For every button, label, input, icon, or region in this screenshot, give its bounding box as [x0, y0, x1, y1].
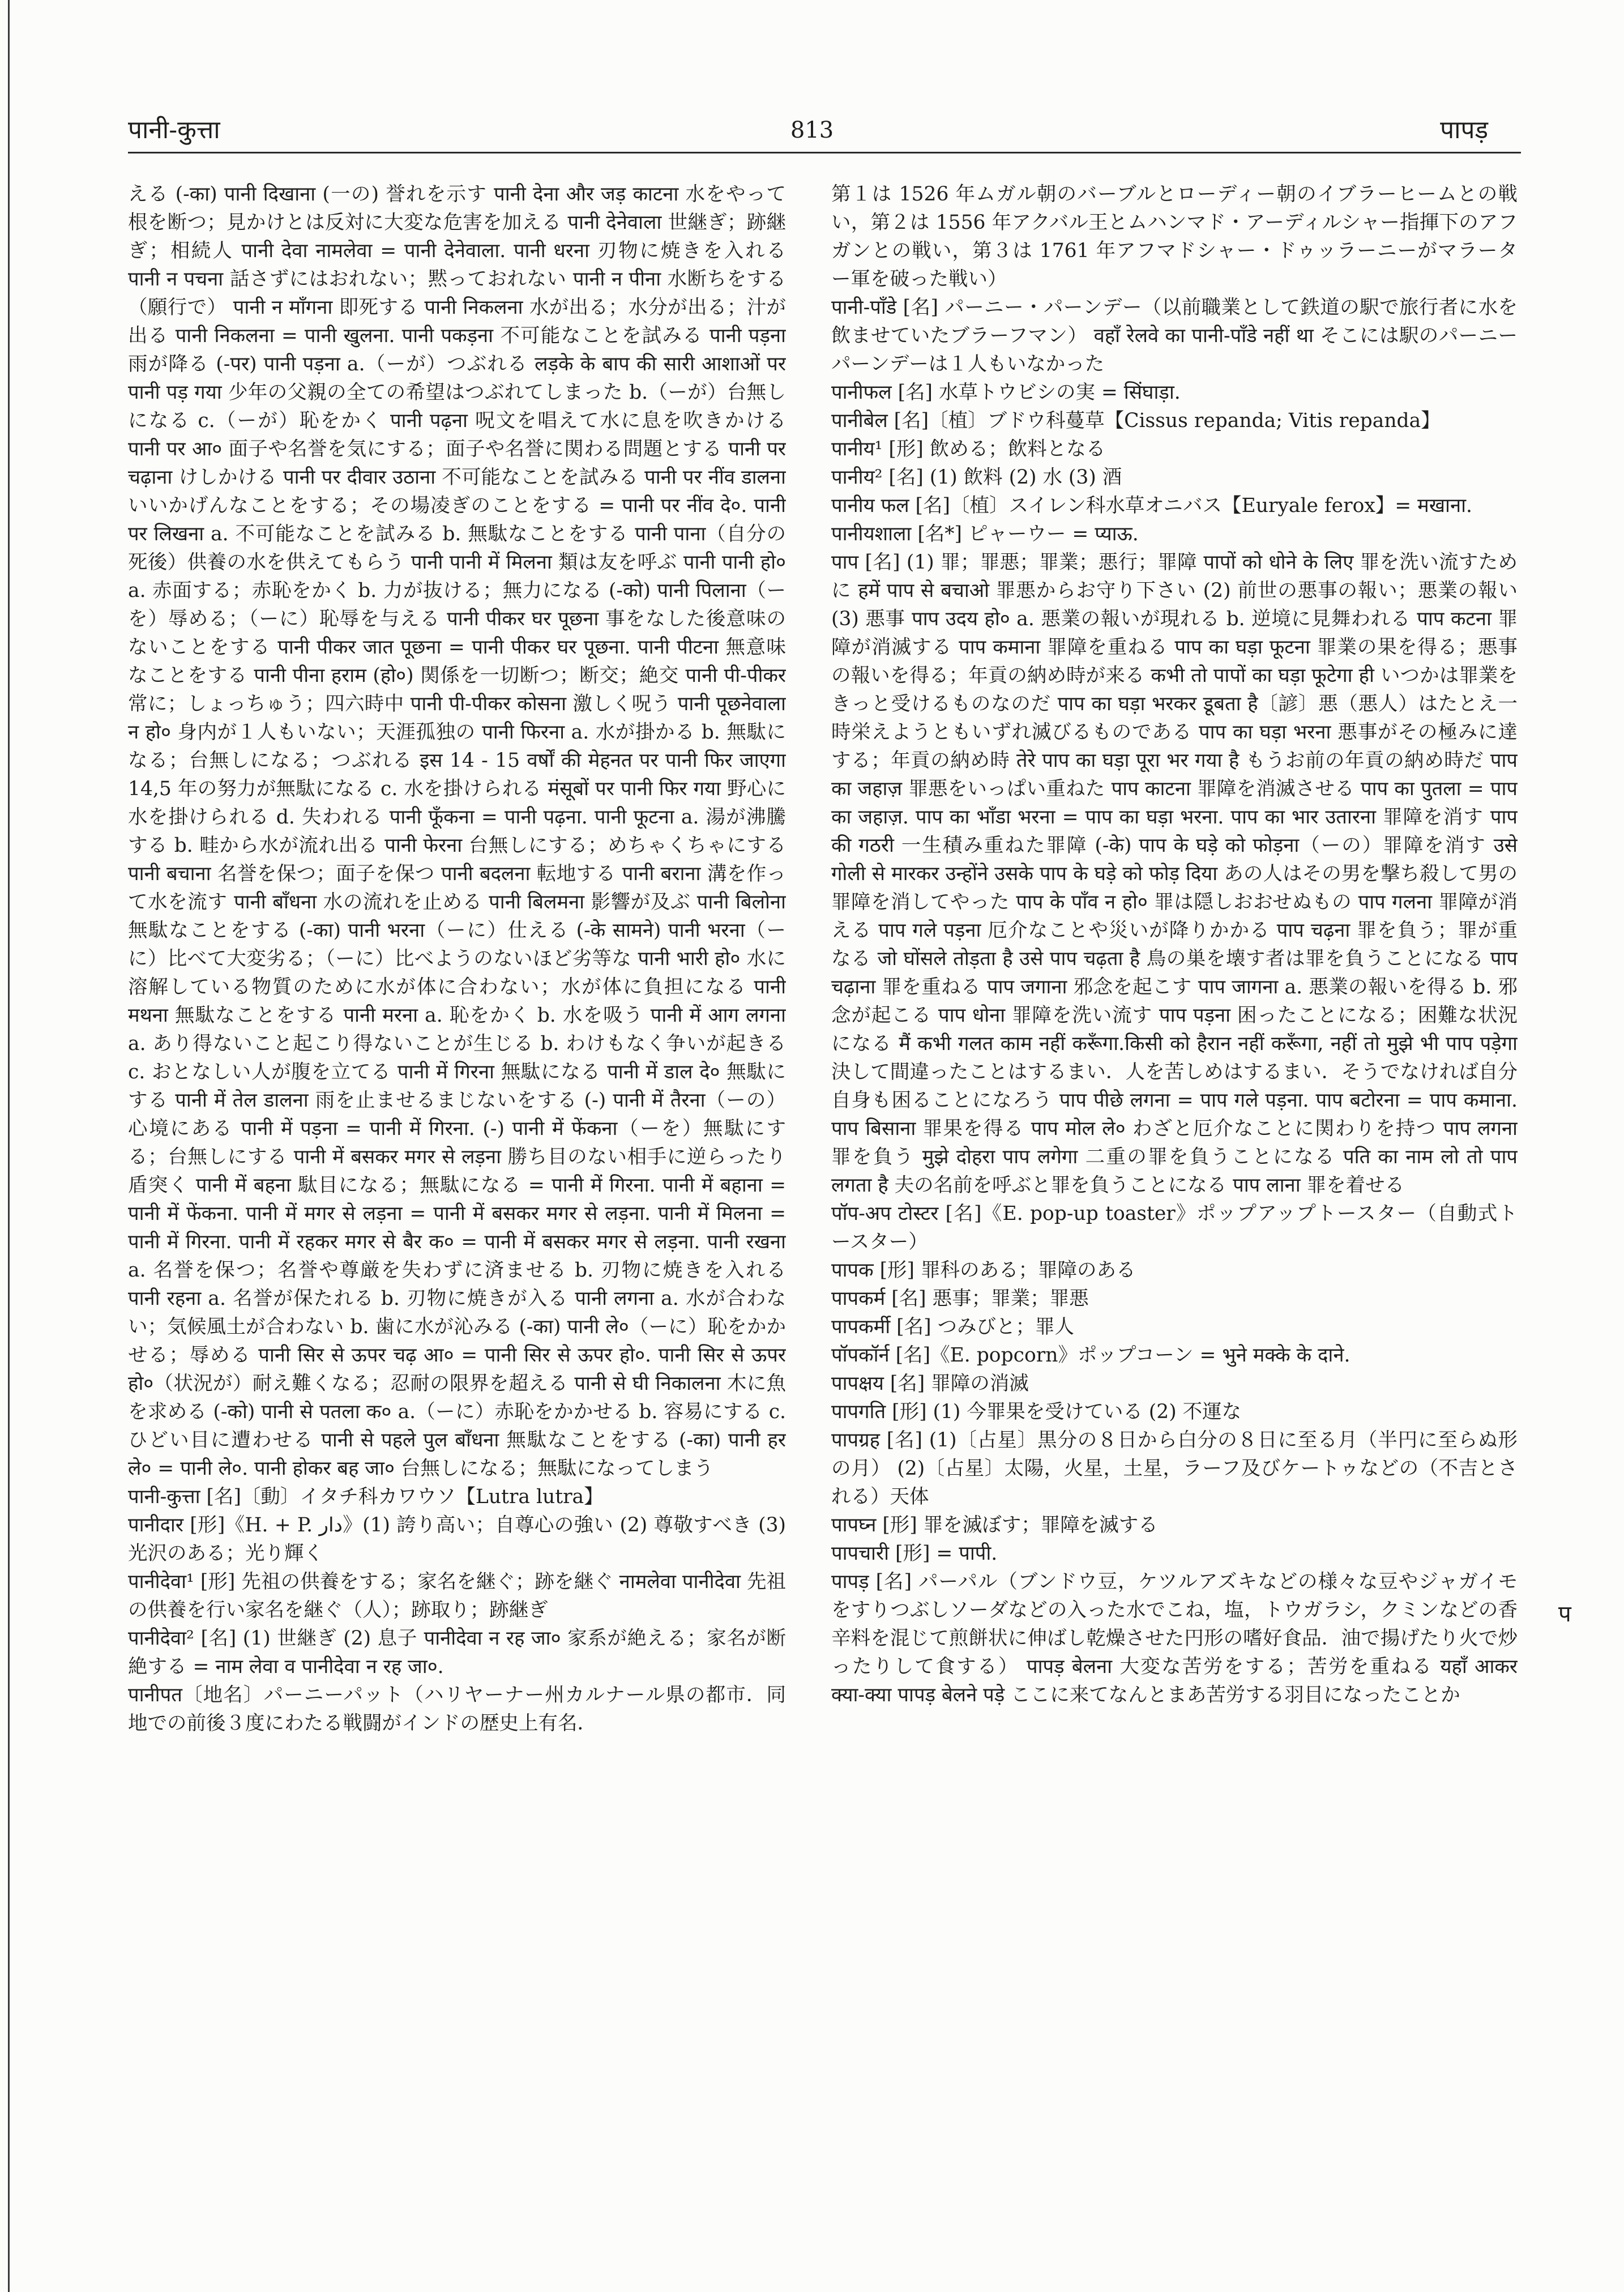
- entry-pop-up-toaster: पॉप-अप टोस्टर [名]《E. pop-up toaster》ポップアップトースター（自動式トースター）: [831, 1202, 1518, 1253]
- entry-paaniyashaalaa: पानीयशाला [名*] ピャーウー = प्याऊ.: [831, 523, 1139, 545]
- entry-paaniphal: पानीफल [名] 水草トウビシの実 = सिंघाड़ा.: [831, 381, 1181, 404]
- page-edge-rule: [8, 0, 10, 2292]
- entry-paapkarmi: पापकर्मी [名] つみびと；罪人: [831, 1316, 1075, 1338]
- entry-paanipat: पानीपत〔地名〕パーニーパット（ハリヤーナー州カルナール県の都市．同地での前後３度にわたる戦闘がインドの歴史上有名．: [128, 1684, 786, 1735]
- entry-paanidevaa-1: पानीदेवा¹ [形] 先祖の供養をする；家名を継ぐ；跡を継ぐ नामलेवा पानीदेवा 先祖の供養を行い家名を継ぐ（人）；跡取り；跡継ぎ: [128, 1570, 786, 1621]
- entry-paapak: पापक [形] 罪科のある；罪障のある: [831, 1259, 1136, 1282]
- entry-paapgati: पापगति [形] (1) 今罪果を受けている (2) 不運な: [831, 1401, 1242, 1423]
- entry-paanibel: पानीबेल [名]〔植〕ブドウ科蔓草【Cissus repanda; Vitis repanda】: [831, 409, 1441, 432]
- header-left-word: पानी-कुत्ता: [128, 116, 220, 144]
- entry-popcorn: पॉपकॉर्न [名]《E. popcorn》ポップコーン = भुने मक्के के दाने.: [831, 1344, 1351, 1367]
- entry-paapgrah: पापग्रह [名] (1)〔占星〕黒分の８日から白分の８日に至る月（半円に至らぬ形の月） (2)〔占星〕太陽，火星，土星，ラーフ及びケートゥなどの（不吉とされる）天体: [831, 1429, 1518, 1508]
- entry-paaniya-1: पानीय¹ [形] 飲める；飲料となる: [831, 438, 1106, 460]
- entry-paanidevaa-2: पानीदेवा² [名] (1) 世継ぎ (2) 息子 पानीदेवा न रह जा० 家系が絶える；家名が断絶する = नाम लेवा व पानीदेवा न रह जा०.: [128, 1627, 786, 1678]
- entry-paapchaari: पापचारी [形] = पापी.: [831, 1542, 998, 1565]
- left-column: [128, 180, 786, 2242]
- entry-paaniya-2: पानीय² [名] (1) 飲料 (2) 水 (3) 酒: [831, 466, 1122, 489]
- entry-paap: पाप [名] (1) 罪；罪悪；罪業；悪行；罪障 पापों को धोने के लिए 罪を洗い流すために हमें पाप से बचाओ 罪悪からお守り下さい (2) 前世の悪事の報い；悪業の報い (3) 悪事 पाप उदय हो० a. 悪業の報いが現れる b. 逆境に見舞われる पाप कटना 罪障が消滅する पाप कमाना 罪障を重ねる पाप का घड़ा फूटना 罪業の果を得る；悪事の報いを得る；年貢の納め時が来る कभी तो पापों का घड़ा फूटेगा ही いつかは罪業をきっと受けるものなのだ पाप का घड़ा भरकर डूबता है〔諺〕悪（悪人）はたとえ一時栄えようともいずれ滅びるものである पाप का घड़ा भरना 悪事がその極みに達する；年貢の納め時 तेरे पाप का घड़ा पूरा भर गया है もうお前の年貢の納め時だ पाप का जहाज़ 罪悪をいっぱい重ねた पाप काटना 罪障を消滅させる पाप का पुतला = पाप का जहाज़. पाप का भाँडा भरना = पाप का घड़ा भरना. पाप का भार उतारना 罪障を消す पाप की गठरी 一生積み重ねた罪障 (-के) पाप के घड़े को फोड़ना（ーの）罪障を消す उसे गोली से मारकर उन्होंने उसके पाप के घड़े को फोड़ दिया あの人はその男を撃ち殺して男の罪障を消してやった पाप के पाँव न हो० 罪は隠しおおせぬもの पाप गलना 罪障が消える पाप गले पड़ना 厄介なことや災いが降りかかる पाप चढ़ना 罪を負う；罪が重なる जो घोंसले तोड़ता है उसे पाप चढ़ता है 鳥の巣を壊す者は罪を負うことになる पाप चढ़ाना 罪を重ねる पाप जगाना 邪念を起こす पाप जागना a. 悪業の報いを得る b. 邪念が起こる पाप धोना 罪障を洗い流す पाप पड़ना 困ったことになる；困難な状況になる मैं कभी गलत काम नहीं करूँगा.किसी को हैरान नहीं करूँगा, नहीं तो मुझे भी पाप पड़ेगा 決して間違ったことはするまい．人を苦しめはするまい．そうでなければ自分自身も困ることになろう पाप पीछे लगना = पाप गले पड़ना. पाप बटोरना = पाप कमाना. पाप बिसाना 罪果を得る पाप मोल ले० わざと厄介なことに関わりを持つ पाप लगना 罪を負う मुझे दोहरा पाप लगेगा 二重の罪を負うことになる पति का नाम लो तो पाप लगता है 夫の名前を呼ぶと罪を負うことになる पाप लाना 罪を着せる: [831, 551, 1518, 1197]
- entry-paanidaar: पानीदार [形]《H. + P. دار》(1) 誇り高い；自尊心の強い (2) 尊敬すべき (3) 光沢のある；光り輝く: [128, 1514, 786, 1565]
- right-column: [831, 180, 1518, 2242]
- page-number: 813: [790, 117, 834, 143]
- header-right-word: पापड़: [1440, 116, 1488, 144]
- entry-continuation: える (-का) पानी दिखाना (一の) 誉れを示す पानी देना और जड़ काटना 水をやって根を断つ；見かけとは反対に大変な危害を加える पानी देनेवाला 世継ぎ；跡継ぎ；相続人 पानी देवा नामलेवा = पानी देनेवाला. पानी धरना 刃物に焼きを入れる पानी न पचना 話さずにはおれない；黙っておれない पानी न पीना 水断ちをする（願行で） पानी न माँगना 即死する पानी निकलना 水が出る；水分が出る；汁が出る पानी निकलना = पानी खुलना. पानी पकड़ना 不可能なことを試みる पानी पड़ना 雨が降る (-पर) पानी पड़ना a.（ーが）つぶれる लड़के के बाप की सारी आशाओं पर पानी पड़ गया 少年の父親の全ての希望はつぶれてしまった b.（ーが）台無しになる c.（ーが）恥をかく पानी पढ़ना 呪文を唱えて水に息を吹きかける पानी पर आ० 面子や名誉を気にする；面子や名誉に関わる問題とする पानी पर चढ़ाना けしかける पानी पर दीवार उठाना 不可能なことを試みる पानी पर नींव डालना いいかげんなことをする；その場凌ぎのことをする = पानी पर नींव दे०. पानी पर लिखना a. 不可能なことを試みる b. 無駄なことをする पानी पाना（自分の死後）供養の水を供えてもらう पानी पानी में मिलना 類は友を呼ぶ पानी पानी हो० a. 赤面する；赤恥をかく b. 力が抜ける；無力になる (-को) पानी पिलाना（ーを）辱める；（ーに）恥辱を与える पानी पीकर घर पूछना 事をなした後意味のないことをする पानी पीकर जात पूछना = पानी पीकर घर पूछना. पानी पीटना 無意味なことをする पानी पीना हराम (हो०) 関係を一切断つ；断交；絶交 पानी पी-पीकर 常に；しょっちゅう；四六時中 पानी पी-पीकर कोसना 激しく呪う पानी पूछनेवाला न हो० 身内が１人もいない；天涯孤独の पानी फिरना a. 水が掛かる b. 無駄になる；台無しになる；つぶれる इस 14 - 15 वर्षों की मेहनत पर पानी फिर जाएगा 14,5 年の努力が無駄になる c. 水を掛けられる मंसूबों पर पानी फिर गया 野心に水を掛けられる d. 失われる पानी फूँकना = पानी पढ़ना. पानी फूटना a. 湯が沸騰する b. 畦から水が流れ出る पानी फेरना 台無しにする；めちゃくちゃにする पानी बचाना 名誉を保つ；面子を保つ पानी बदलना 転地する पानी बराना 溝を作って水を流す पानी बाँधना 水の流れを止める पानी बिलमना 影響が及ぶ पानी बिलोना 無駄なことをする (-का) पानी भरना（ーに）仕える (-के सामने) पानी भरना（ーに）比べて大変劣る；（ーに）比べようのないほど劣等な पानी भारी हो० 水に溶解している物質のために水が体に合わない；水が体に負担になる पानी मथना 無駄なことをする पानी मरना a. 恥をかく b. 水を吸う पानी में आग लगना a. あり得ないこと起こり得ないことが生じる b. わけもなく争いが起きる c. おとなしい人が腹を立てる पानी में गिरना 無駄になる पानी में डाल दे० 無駄にする पानी में तेल डालना 雨を止ませるまじないをする (-) पानी में तैरना（ーの）心境にある पानी में पड़ना = पानी में गिरना. (-) पानी में फेंकना（ーを）無駄にする；台無しにする पानी में बसकर मगर से लड़ना 勝ち目のない相手に逆らったり盾突く पानी में बहना 駄目になる；無駄になる = पानी में गिरना. पानी में बहाना = पानी में फेंकना. पानी में मगर से लड़ना = पानी में बसकर मगर से लड़ना. पानी में मिलना = पानी में गिरना. पानी में रहकर मगर से बैर क० = पानी में बसकर मगर से लड़ना. पानी रखना a. 名誉を保つ；名誉や尊厳を失わずに済ませる b. 刃物に焼きを入れる पानी रहना a. 名誉が保たれる b. 刃物に焼きが入る पानी लगना a. 水が合わない；気候風土が合わない b. 歯に水が沁みる (-का) पानी ले०（ーに）恥をかかせる；辱める पानी सिर से ऊपर चढ़ आ० = पानी सिर से ऊपर हो०. पानी सिर से ऊपर हो०（状況が）耐え難くなる；忍耐の限界を超える पानी से घी निकालना 木に魚を求める (-को) पानी से पतला क० a.（ーに）赤恥をかかせる b. 容易にする c. ひどい目に遭わせる पानी से पहले पुल बाँधना 無駄なことをする (-का) पानी हर ले० = पानी ले०. पानी होकर बह जा० 台無しになる；無駄になってしまう: [128, 183, 786, 1480]
- entry-paaniya-phal: पानीय फल [名]〔植〕スイレン科水草オニバス【Euryale ferox】= मखाना.: [831, 494, 1473, 517]
- entry-paapghn: पापघ्न [形] 罪を滅ぼす；罪障を滅する: [831, 1514, 1158, 1536]
- entry-paani-kutta: पानी-कुत्ता [名]〔動〕イタチ科カワウソ【Lutra lutra】: [128, 1486, 604, 1508]
- edge-index-letter: प: [1558, 1601, 1571, 1627]
- entry-paanipat-continuation: 第１は 1526 年ムガル朝のバーブルとローディー朝のイブラーヒームとの戦い，第２は 1556 年アクバル王とムハンマド・アーディルシャー指揮下のアフガンとの戦い，第３は 1761 年アフマドシャー・ドゥッラーニーがマラーター軍を破った戦い）: [831, 183, 1518, 291]
- entry-paani-paande: पानी-पाँडे [名] パーニー・パーンデー（以前職業として鉄道の駅で旅行者に水を飲ませていたブラーフマン） वहाँ रेलवे का पानी-पाँडे नहीं था そこには駅のパーニーパーンデーは１人もいなかった: [831, 296, 1518, 375]
- entry-paapad: पापड़ [名] パーパル（ブンドウ豆，ケツルアズキなどの様々な豆やジャガイモをすりつぶしソーダなどの入った水でこね，塩，トウガラシ，クミンなどの香辛料を混じて煎餅状に伸ばし乾燥させた円形の嗜好食品．油で揚げたり火で炒ったりして食する） पापड़ बेलना 大変な苦労をする；苦労を重ねる यहाँ आकर क्या-क्या पापड़ बेलने पड़े ここに来てなんとまあ苦労する羽目になったことか: [831, 1570, 1518, 1706]
- header-rule: [128, 152, 1521, 153]
- entry-paapkarm: पापकर्म [名] 悪事；罪業；罪悪: [831, 1287, 1089, 1310]
- entry-paapkshay: पापक्षय [名] 罪障の消滅: [831, 1372, 1029, 1395]
